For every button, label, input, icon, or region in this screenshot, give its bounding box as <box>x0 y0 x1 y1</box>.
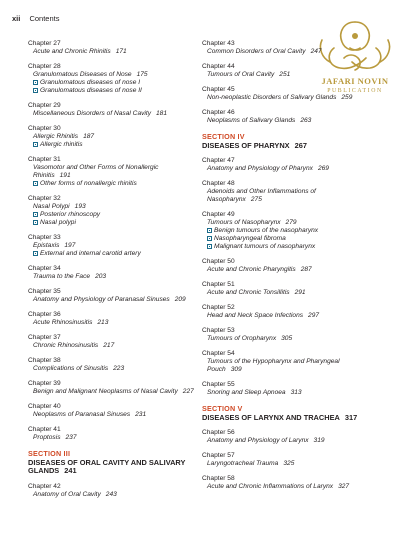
chapter-title-text: Snoring and Sleep Apnoea <box>207 389 286 397</box>
chapter-entry[interactable] <box>28 334 196 350</box>
chapter-entry[interactable] <box>202 157 372 173</box>
online-resource-item[interactable] <box>28 180 196 188</box>
chapter-title-text: Proptosis <box>33 434 61 441</box>
chapter-label: Chapter 30 <box>28 125 61 132</box>
online-resource-icon <box>33 142 38 147</box>
chapter-title-text: Laryngotracheal Trauma <box>207 460 279 468</box>
section-label: SECTION IV <box>202 132 245 141</box>
chapter-label: Chapter 49 <box>202 211 235 219</box>
chapter-title[interactable] <box>28 71 196 79</box>
online-resource-item[interactable] <box>28 250 196 258</box>
chapter-label: Chapter 38 <box>28 357 61 364</box>
chapter-title-text: Chronic Rhinosinusitis <box>33 342 99 349</box>
chapter-label: Chapter 53 <box>202 327 235 335</box>
section-title-text: DISEASES OF LARYNX AND TRACHEA <box>202 412 340 422</box>
chapter-title-text: Tumours of the Hypopharynx and Pharyngeal Pouch <box>207 358 340 374</box>
chapter-title[interactable] <box>202 117 372 125</box>
online-resource-item[interactable] <box>202 235 372 243</box>
chapter-page-number: 251 <box>279 71 291 78</box>
chapter-label: Chapter 27 <box>28 40 61 47</box>
chapter-entry[interactable] <box>28 195 196 227</box>
online-resource-icon <box>33 251 38 256</box>
chapter-label: Chapter 41 <box>28 426 61 433</box>
toc-column-left <box>28 40 196 499</box>
chapter-title-text: Acute and Chronic Pharyngitis <box>207 266 296 274</box>
online-resource-label: Nasopharyngeal fibroma <box>214 235 286 243</box>
online-resource-item[interactable] <box>202 227 372 235</box>
chapter-entry[interactable] <box>202 40 372 56</box>
section-entry <box>28 450 196 476</box>
chapter-title-text: Acute Rhinosinusitis <box>33 319 93 326</box>
chapter-title-text: Non-neoplastic Disorders of Salivary Glands <box>207 94 337 101</box>
chapter-entry[interactable] <box>202 63 372 79</box>
chapter-title[interactable] <box>28 48 196 56</box>
chapter-page-number: 227 <box>182 388 194 395</box>
logo-line-1: JAFARI NOVIN <box>321 76 389 86</box>
chapter-label: Chapter 50 <box>202 258 235 266</box>
chapter-title-text: Neoplasms of Paranasal Sinuses <box>33 411 131 418</box>
chapter-page-number: 305 <box>281 335 293 343</box>
chapter-page-number: 297 <box>308 312 320 320</box>
chapter-page-number: 231 <box>135 411 147 418</box>
chapter-label: Chapter 32 <box>28 195 61 202</box>
chapter-title-text: Tumours of Nasopharynx <box>207 219 281 227</box>
chapter-title[interactable] <box>202 165 372 173</box>
chapter-page-number: 237 <box>65 434 77 441</box>
chapter-title[interactable] <box>28 434 196 442</box>
chapter-title[interactable] <box>202 289 372 297</box>
online-resource-label: Granulomatous diseases of nose II <box>40 87 142 94</box>
chapter-page-number: 291 <box>294 289 306 297</box>
chapter-title[interactable] <box>28 110 196 118</box>
chapter-title-text: Allergic Rhinitis <box>33 133 79 140</box>
chapter-title[interactable] <box>202 94 372 102</box>
chapter-page-number: 279 <box>285 219 297 227</box>
chapter-title[interactable] <box>202 48 372 56</box>
chapter-label: Chapter 51 <box>202 281 235 289</box>
chapter-entry[interactable] <box>28 63 196 95</box>
online-resource-label: Granulomatous diseases of nose I <box>40 79 141 86</box>
chapter-entry[interactable] <box>202 452 372 468</box>
chapter-title-text: Common Disorders of Oral Cavity <box>207 48 306 55</box>
chapter-title-text: Complications of Sinusitis <box>33 365 109 372</box>
chapter-entry[interactable] <box>28 403 196 419</box>
chapter-label: Chapter 35 <box>28 288 61 295</box>
chapter-label: Chapter 29 <box>28 102 61 109</box>
chapter-title[interactable] <box>28 491 196 499</box>
chapter-page-number: 259 <box>341 94 353 101</box>
chapter-entry[interactable] <box>28 125 196 149</box>
chapter-title[interactable] <box>28 319 196 327</box>
chapter-label: Chapter 42 <box>28 482 61 490</box>
online-resource-icon <box>207 228 212 233</box>
chapter-entry[interactable] <box>28 234 196 258</box>
chapter-page-number: 217 <box>103 342 115 349</box>
chapter-title[interactable] <box>202 188 372 204</box>
logo-line-2: PUBLICATION <box>327 88 383 94</box>
online-resource-item[interactable] <box>28 87 196 95</box>
chapter-page-number: 171 <box>115 48 127 55</box>
online-resource-label: External and internal carotid artery <box>40 250 141 257</box>
chapter-title-text: Anatomy of Oral Cavity <box>33 490 101 498</box>
online-resource-label: Malignant tumours of nasopharynx <box>214 243 316 251</box>
chapter-entry[interactable] <box>202 381 372 397</box>
chapter-title[interactable] <box>202 389 372 397</box>
chapter-title[interactable] <box>202 71 372 79</box>
chapter-entry[interactable] <box>202 86 372 102</box>
chapter-entry[interactable] <box>28 311 196 327</box>
chapter-entry[interactable] <box>202 475 372 491</box>
chapter-entry[interactable] <box>202 211 372 251</box>
section-page-number: 241 <box>64 466 77 476</box>
chapter-title-text: Acute and Chronic Inflammations of Larynx <box>207 483 334 491</box>
chapter-label: Chapter 39 <box>28 380 61 387</box>
chapter-label: Chapter 47 <box>202 157 235 165</box>
chapter-label: Chapter 46 <box>202 109 235 116</box>
page-number: xii <box>12 14 21 23</box>
chapter-label: Chapter 37 <box>28 334 61 341</box>
chapter-label: Chapter 56 <box>202 429 235 437</box>
chapter-title[interactable] <box>28 273 196 281</box>
chapter-page-number: 243 <box>105 490 117 498</box>
chapter-title[interactable] <box>28 411 196 419</box>
chapter-title-text: Anatomy and Physiology of Larynx <box>207 437 309 445</box>
chapter-title-text: Anatomy and Physiology of Paranasal Sinuses <box>33 296 170 303</box>
chapter-page-number: 197 <box>64 242 76 249</box>
chapter-page-number: 223 <box>113 365 125 372</box>
chapter-page-number: 313 <box>290 389 302 397</box>
chapter-page-number: 247 <box>310 48 322 55</box>
running-title: Contents <box>29 14 60 23</box>
chapter-page-number: 269 <box>317 165 329 173</box>
chapter-title-text: Acute and Chronic Rhinitis <box>33 48 111 55</box>
chapter-title[interactable] <box>202 358 372 374</box>
chapter-title-text: Tumours of Oropharynx <box>207 335 277 343</box>
chapter-entry[interactable] <box>202 258 372 274</box>
toc-column-right <box>202 40 372 491</box>
chapter-title[interactable] <box>202 312 372 320</box>
chapter-entry[interactable] <box>28 102 196 118</box>
chapter-page-number: 275 <box>250 196 262 204</box>
chapter-title[interactable] <box>202 219 372 227</box>
chapter-title-text: Miscellaneous Disorders of Nasal Cavity <box>33 110 151 117</box>
chapter-title[interactable] <box>28 296 196 304</box>
chapter-title[interactable] <box>202 460 372 468</box>
section-page-number: 317 <box>344 412 358 422</box>
section-title <box>202 142 372 151</box>
chapter-page-number: 287 <box>300 266 312 274</box>
section-title-text: DISEASES OF ORAL CAVITY AND SALIVARY GLANDS <box>28 457 186 476</box>
chapter-title[interactable] <box>28 342 196 350</box>
chapter-label: Chapter 52 <box>202 304 235 312</box>
chapter-title[interactable] <box>28 365 196 373</box>
chapter-title-text: Neoplasms of Salivary Glands <box>207 117 296 124</box>
chapter-entry[interactable] <box>28 483 196 499</box>
chapter-title[interactable] <box>202 266 372 274</box>
chapter-title-text: Benign and Malignant Neoplasms of Nasal Cavity <box>33 388 178 395</box>
chapter-title[interactable] <box>28 203 196 211</box>
chapter-entry[interactable] <box>28 426 196 442</box>
chapter-entry[interactable] <box>202 327 372 343</box>
chapter-page-number: 175 <box>136 71 148 78</box>
chapter-title-text: Epistaxis <box>33 242 60 249</box>
chapter-page-number: 319 <box>313 437 325 445</box>
section-title-text: DISEASES OF PHARYNX <box>202 140 290 150</box>
chapter-label: Chapter 43 <box>202 40 235 47</box>
chapter-entry[interactable] <box>28 156 196 188</box>
chapter-label: Chapter 57 <box>202 452 235 460</box>
chapter-title[interactable] <box>28 242 196 250</box>
chapter-page-number: 209 <box>174 296 186 303</box>
chapter-page-number: 181 <box>156 110 168 117</box>
chapter-label: Chapter 44 <box>202 63 235 70</box>
section-title <box>28 459 196 476</box>
chapter-label: Chapter 55 <box>202 381 235 389</box>
online-resource-label: Allergic rhinitis <box>40 141 83 148</box>
chapter-page-number: 191 <box>59 172 71 179</box>
online-resource-item[interactable] <box>28 141 196 149</box>
chapter-title[interactable] <box>28 388 196 396</box>
section-label: SECTION III <box>28 449 71 458</box>
online-resource-label: Benign tumours of the nasopharynx <box>214 227 319 235</box>
online-resource-label: Other forms of nonallergic rhinitis <box>40 180 137 187</box>
chapter-title[interactable] <box>28 133 196 141</box>
chapter-title-text: Head and Neck Space Infections <box>207 312 304 320</box>
chapter-page-number: 203 <box>95 273 107 280</box>
chapter-title-text: Granulomatous Diseases of Nose <box>33 71 132 78</box>
chapter-title-text: Trauma to the Face <box>33 273 91 280</box>
chapter-title[interactable] <box>28 164 196 180</box>
online-resource-label: Nasal polypi <box>40 219 76 226</box>
online-resource-item[interactable] <box>28 79 196 87</box>
section-page-number: 267 <box>294 140 307 150</box>
chapter-label: Chapter 36 <box>28 311 61 318</box>
online-resource-item[interactable] <box>28 219 196 227</box>
chapter-title[interactable] <box>202 335 372 343</box>
online-resource-icon <box>207 244 212 249</box>
chapter-page-number: 193 <box>74 203 86 210</box>
online-resource-label: Posterior rhinoscopy <box>40 211 101 218</box>
chapter-entry[interactable] <box>28 380 196 396</box>
chapter-title-text: Acute and Chronic Tonsillitis <box>207 289 290 297</box>
chapter-entry[interactable] <box>202 281 372 297</box>
chapter-entry[interactable] <box>202 180 372 204</box>
chapter-label: Chapter 28 <box>28 63 61 70</box>
chapter-label: Chapter 58 <box>202 475 235 483</box>
chapter-entry[interactable] <box>28 265 196 281</box>
chapter-entry[interactable] <box>28 288 196 304</box>
online-resource-icon <box>33 181 38 186</box>
chapter-page-number: 213 <box>97 319 109 326</box>
online-resource-icon <box>33 80 38 85</box>
chapter-page-number: 327 <box>338 483 350 491</box>
online-resource-icon <box>207 236 212 241</box>
chapter-entry[interactable] <box>28 40 196 56</box>
chapter-entry[interactable] <box>202 109 372 125</box>
chapter-page-number: 309 <box>230 366 242 374</box>
chapter-title[interactable] <box>202 437 372 445</box>
chapter-label: Chapter 48 <box>202 180 235 188</box>
chapter-title-text: Tumours of Oral Cavity <box>207 71 275 78</box>
chapter-label: Chapter 54 <box>202 350 235 358</box>
section-entry <box>202 405 372 422</box>
chapter-page-number: 187 <box>83 133 95 140</box>
online-resource-icon <box>33 220 38 225</box>
chapter-title-text: Vasomotor and Other Forms of Nonallergic Rhinitis <box>33 164 159 179</box>
chapter-entry[interactable] <box>28 357 196 373</box>
chapter-label: Chapter 33 <box>28 234 61 241</box>
chapter-title[interactable] <box>202 483 372 491</box>
page-header <box>12 14 59 23</box>
section-title <box>202 414 372 423</box>
chapter-label: Chapter 45 <box>202 86 235 93</box>
chapter-entry[interactable] <box>202 429 372 445</box>
online-resource-icon <box>33 88 38 93</box>
online-resource-icon <box>33 212 38 217</box>
online-resource-item[interactable] <box>202 243 372 251</box>
online-resource-item[interactable] <box>28 211 196 219</box>
chapter-page-number: 263 <box>300 117 312 124</box>
chapter-page-number: 325 <box>283 460 295 468</box>
chapter-label: Chapter 31 <box>28 156 61 163</box>
chapter-entry[interactable] <box>202 304 372 320</box>
chapter-title-text: Adenoids and Other Inflammations of Nasopharynx <box>207 188 316 204</box>
chapter-title-text: Anatomy and Physiology of Pharynx <box>207 165 313 173</box>
section-entry <box>202 133 372 150</box>
chapter-entry[interactable] <box>202 350 372 374</box>
chapter-label: Chapter 40 <box>28 403 61 410</box>
chapter-label: Chapter 34 <box>28 265 61 272</box>
section-label: SECTION V <box>202 404 243 414</box>
chapter-title-text: Nasal Polypi <box>33 203 70 210</box>
